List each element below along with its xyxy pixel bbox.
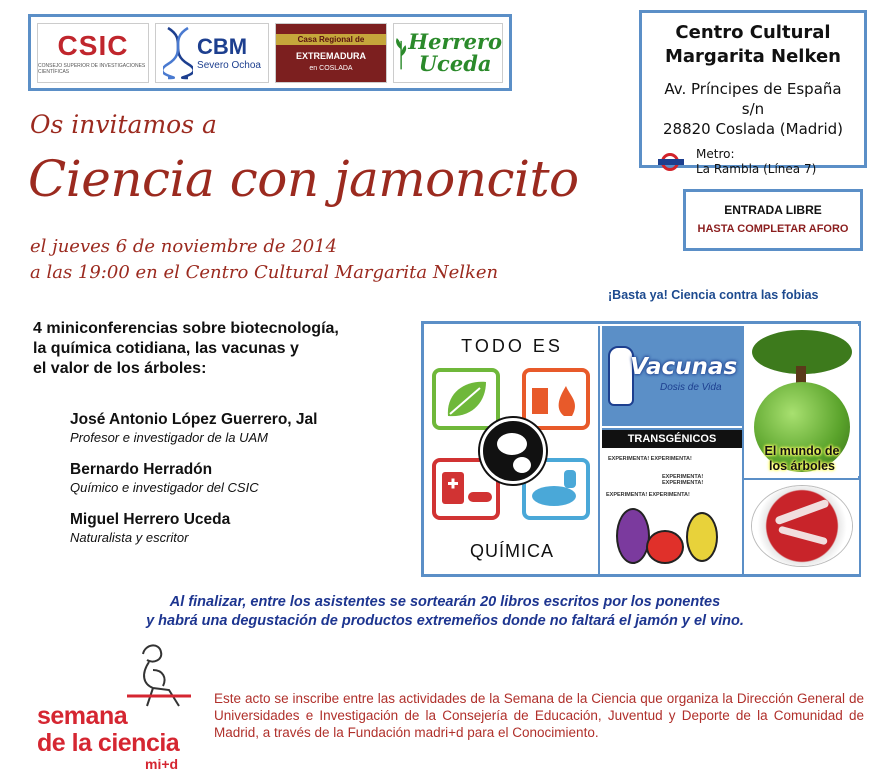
- arboles-panel: [744, 326, 859, 476]
- globe-icon: [480, 418, 546, 484]
- dna-icon: [163, 26, 193, 80]
- csic-logo-text: CSIC: [57, 30, 129, 61]
- fire-fuel-icon: [522, 368, 590, 430]
- topics-collage: [421, 321, 861, 577]
- experimenta-text: EXPERIMENTA! EXPERIMENTA!: [608, 456, 692, 462]
- transgenicos-panel: [602, 428, 742, 574]
- thinker-figure-icon: [123, 640, 195, 710]
- talks-intro: [33, 319, 393, 379]
- talks-intro-line3: el valor de los árboles:: [33, 360, 207, 377]
- event-date-line1: el jueves 6 de noviembre de 2014: [30, 236, 338, 257]
- sponsor-logos: [28, 14, 512, 91]
- de-la-ciencia-word: de la ciencia: [37, 729, 180, 757]
- metro-madrid-icon: [658, 153, 688, 171]
- entrance-box: [683, 189, 863, 251]
- cbm-logo-text: CBM: [197, 34, 248, 59]
- metro-station: La Rambla (Línea 7): [696, 162, 817, 176]
- speaker-name: Miguel Herrero Uceda: [70, 511, 231, 528]
- extremadura-logo-line3: en COSLADA: [309, 64, 353, 72]
- event-title: Ciencia con jamoncito: [28, 150, 579, 208]
- extremadura-logo: [275, 23, 387, 83]
- metro-label: Metro:: [696, 147, 735, 161]
- acto-paragraph: Este acto se inscribe entre las actividades de la Semana de la Ciencia que organiza la Dirección General de Universidades e Investigación de la Consejería de Educación, Juventud y Deporte de la Comunidad de Madrid, a través de la Fundación madri+d para el Conocimiento.: [214, 691, 864, 740]
- street-line2: 28820 Coslada (Madrid): [662, 120, 843, 138]
- event-date-line2: a las 19:00 en el Centro Cultural Margarita Nelken: [30, 262, 499, 283]
- eggplant-icon: [616, 508, 650, 564]
- experimenta-text: EXPERIMENTA! EXPERIMENTA!: [606, 492, 690, 498]
- ham-plate-image: [752, 486, 852, 566]
- arboles-text: [748, 444, 856, 474]
- event-date: [30, 234, 498, 286]
- entrance-capacity: HASTA COMPLETAR AFORO: [697, 223, 849, 235]
- herrero-uceda-logo: [393, 23, 503, 83]
- venue-name-line2: Margarita Nelken: [665, 46, 841, 67]
- speaker-role: Profesor e investigador de la UAM: [70, 430, 268, 445]
- closing-line2: y habrá una degustación de productos extremeños donde no faltará el jamón y el vino.: [146, 613, 744, 629]
- slogan: ¡Basta ya! Ciencia contra las fobias: [608, 288, 819, 302]
- mid-word: mi+d: [145, 756, 179, 772]
- csic-logo: [37, 23, 149, 83]
- extremadura-logo-line1: Casa Regional de: [276, 34, 386, 45]
- collage-divider: [742, 326, 744, 574]
- experimenta-text: EXPERIMENTA! EXPERIMENTA!: [662, 474, 704, 486]
- quimica-panel: [426, 326, 600, 574]
- cbm-logo: [155, 23, 269, 83]
- closing-line1: Al finalizar, entre los asistentes se sortearán 20 libros escritos por los ponentes: [169, 594, 721, 610]
- speaker-item: [70, 510, 400, 546]
- metro-info: [652, 147, 854, 177]
- semana-ciencia-logo: [35, 640, 200, 770]
- speaker-item: [70, 410, 400, 446]
- tomato-icon: [646, 530, 684, 564]
- venue-name-line1: Centro Cultural: [675, 22, 831, 43]
- plant-icon: [394, 28, 408, 78]
- cbm-logo-subtitle: Severo Ochoa: [197, 60, 261, 71]
- leaf-icon: [432, 368, 500, 430]
- pineapple-icon: [686, 512, 718, 562]
- semana-word: semana: [37, 702, 128, 730]
- arboles-text-line2: los árboles: [769, 459, 835, 473]
- street-line1: Av. Príncipes de España s/n: [664, 80, 842, 118]
- transgenicos-text: TRANSGÉNICOS: [602, 430, 742, 448]
- talks-intro-line2: la química cotidiana, las vacunas y: [33, 340, 299, 357]
- vacunas-subtitle: Dosis de Vida: [660, 382, 722, 393]
- jamon-panel: [744, 478, 859, 574]
- entrance-free: ENTRADA LIBRE: [724, 203, 822, 217]
- speaker-role: Naturalista y escritor: [70, 530, 189, 545]
- herrero-logo-line2: Uceda: [418, 50, 492, 76]
- venue-address-box: [639, 10, 867, 176]
- speaker-item: [70, 460, 400, 496]
- quimica-bottom-text: QUÍMICA: [469, 541, 554, 561]
- extremadura-logo-line2: EXTREMADURA: [295, 50, 366, 61]
- speaker-name: José Antonio López Guerrero, Jal: [70, 411, 318, 428]
- csic-logo-subtitle: CONSEJO SUPERIOR DE INVESTIGACIONES CIENTÍFICAS: [38, 63, 146, 75]
- arboles-text-line1: El mundo de: [764, 444, 840, 458]
- invite-text: Os invitamos a: [30, 110, 217, 139]
- quimica-top-text: TODO ES: [461, 336, 563, 356]
- vacunas-panel: [602, 326, 742, 426]
- closing-text: [0, 593, 890, 631]
- herrero-logo-line1: Herrero: [408, 28, 502, 54]
- talks-intro-line1: 4 miniconferencias sobre biotecnología,: [33, 320, 339, 337]
- speaker-list: [70, 410, 400, 560]
- vacunas-text: Vacunas: [630, 354, 738, 380]
- speaker-role: Químico e investigador del CSIC: [70, 480, 259, 495]
- speaker-name: Bernardo Herradón: [70, 461, 213, 478]
